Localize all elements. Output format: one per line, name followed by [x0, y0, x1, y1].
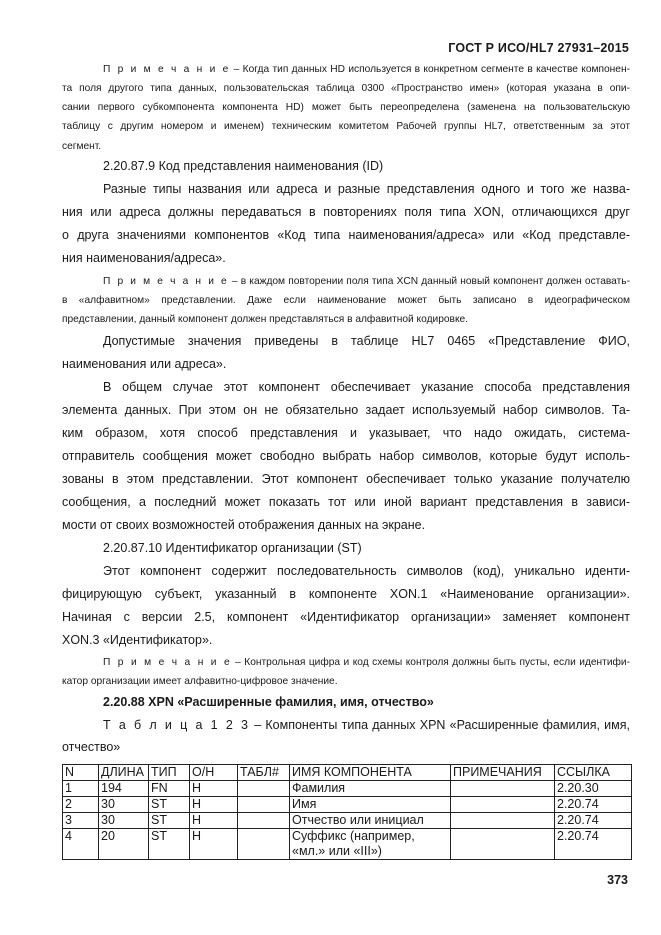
cell-notes — [451, 797, 555, 813]
header-opt: О/Н — [190, 765, 238, 781]
paragraph-line: о друга значениями компонентов «Код типа наименования/адреса» или «Код представле- — [62, 228, 630, 242]
note-label: П р и м е ч а н и е — [103, 657, 232, 668]
paragraph-line: В общем случае этот компонент обеспечивает указание способа представления — [103, 380, 630, 394]
paragraph-line: ния или адреса должны передаваться в повторениях поля типа XON, отличающихся друг — [62, 205, 630, 219]
cell-notes — [451, 829, 555, 860]
note1-line-2: та поля другого типа данных, пользовательская таблица 0300 «Пространство имен» (которая указана в опи- — [62, 83, 630, 94]
paragraph-line: зованы в этом представлении. Этот компонент обеспечивает только указание получателю — [62, 472, 630, 486]
xpn-components-table — [62, 764, 632, 860]
cell-length: 30 — [99, 797, 149, 813]
header-table: ТАБЛ# — [238, 765, 290, 781]
note1-line-4: таблицу с другим номером и именем) техническим комитетом Рабочей группы HL7, ответственным за этот — [62, 121, 630, 132]
table-header-row — [63, 765, 632, 781]
header-reference: ССЫЛКА — [555, 765, 632, 781]
paragraph-line: Допустимые значения приведены в таблице HL7 0465 «Представление ФИО, — [103, 334, 630, 348]
paragraph-line: сообщения, а последний может показать тот или иной вариант представления в зависи- — [62, 495, 630, 509]
paragraph-line: ния наименования/адреса». — [62, 251, 226, 265]
standard-header: ГОСТ Р ИСО/HL7 27931–2015 — [448, 41, 629, 55]
header-n: N — [63, 765, 99, 781]
header-notes: ПРИМЕЧАНИЯ — [451, 765, 555, 781]
paragraph-line: Разные типы названия или адреса и разные представления одного и того же назва- — [103, 182, 630, 196]
paragraph-line: ким образом, хотя способ представления и указывает, что надо ожидать, система- — [62, 426, 630, 440]
cell-opt: H — [190, 797, 238, 813]
cell-type: ST — [149, 797, 190, 813]
cell-table — [238, 813, 290, 829]
note-label: П р и м е ч а н и е — [103, 64, 231, 75]
cell-reference: 2.20.74 — [555, 797, 632, 813]
paragraph-line: XON.3 «Идентификатор». — [62, 633, 213, 647]
paragraph-line: элемента данных. При этом он не обязательно задает используемый набор символов. Та- — [62, 403, 630, 417]
section-heading-2-20-87-9: 2.20.87.9 Код представления наименования (ID) — [103, 159, 384, 173]
cell-n: 2 — [63, 797, 99, 813]
paragraph-line: мости от своих возможностей отображения данных на экране. — [62, 518, 426, 532]
note2-line-1: П р и м е ч а н и е – в каждом повторении поля типа XCN данный новый компонент должен оставать- — [103, 276, 630, 287]
cell-table — [238, 829, 290, 860]
cell-length: 194 — [99, 781, 149, 797]
table-caption-line-2: отчество» — [62, 740, 121, 754]
cell-component-name: Отчество или инициал — [290, 813, 451, 829]
header-component-name: ИМЯ КОМПОНЕНТА — [290, 765, 451, 781]
cell-notes — [451, 781, 555, 797]
paragraph-line: фицирующую субъект, указанный в компоненте XON.1 «Наименование организации». — [62, 587, 630, 601]
note3-line-2: катор организации имеет алфавитно-цифровое значение. — [62, 676, 338, 687]
paragraph-line: отправитель сообщения может свободно выбрать набор символов, которые будут исполь- — [62, 449, 630, 463]
paragraph-line: наименования или адреса». — [62, 357, 227, 371]
note1-line-1: П р и м е ч а н и е – Когда тип данных HD используется в конкретном сегменте в качестве компонен- — [103, 64, 630, 75]
cell-opt: H — [190, 829, 238, 860]
cell-notes — [451, 813, 555, 829]
cell-table — [238, 797, 290, 813]
note-label: П р и м е ч а н и е — [103, 276, 229, 287]
section-heading-2-20-88: 2.20.88 XPN «Расширенные фамилия, имя, отчество» — [103, 695, 434, 709]
paragraph-line: Начиная с версии 2.5, компонент «Идентификатор организации» заменяет компонент — [62, 610, 630, 624]
table-row — [63, 781, 632, 797]
cell-reference: 2.20.30 — [555, 781, 632, 797]
cell-reference: 2.20.74 — [555, 813, 632, 829]
cell-type: ST — [149, 813, 190, 829]
section-heading-2-20-87-10: 2.20.87.10 Идентификатор организации (ST) — [103, 541, 362, 555]
note1-line-5: сегмент. — [62, 141, 102, 152]
table-row — [63, 813, 632, 829]
cell-opt: H — [190, 813, 238, 829]
cell-type: ST — [149, 829, 190, 860]
table-caption-label: Т а б л и ц а 1 2 3 — [103, 718, 250, 732]
note2-line-3: представлении, данный компонент должен представляться в алфавитной кодировке. — [62, 314, 469, 325]
note3-line-1: П р и м е ч а н и е – Контрольная цифра и код схемы контроля должны быть пусты, если идентифи- — [103, 657, 630, 668]
cell-length: 20 — [99, 829, 149, 860]
cell-n: 1 — [63, 781, 99, 797]
table-row — [63, 829, 632, 860]
paragraph-line: Этот компонент содержит последовательность символов (код), уникально иденти- — [103, 564, 630, 578]
cell-n: 3 — [63, 813, 99, 829]
table-row — [63, 797, 632, 813]
note1-line-3: сании первого субкомпонента компонента HD) может быть переопределена (заменена на пользовательскую — [62, 102, 630, 113]
page-number: 373 — [607, 873, 628, 887]
cell-reference: 2.20.74 — [555, 829, 632, 860]
cell-opt: H — [190, 781, 238, 797]
cell-n: 4 — [63, 829, 99, 860]
cell-component-name: Имя — [290, 797, 451, 813]
header-length: ДЛИНА — [99, 765, 149, 781]
cell-component-name: Суффикс (например, «мл.» или «III») — [290, 829, 451, 860]
cell-length: 30 — [99, 813, 149, 829]
cell-type: FN — [149, 781, 190, 797]
table-caption-line-1: Т а б л и ц а 1 2 3 – Компоненты типа данных XPN «Расширенные фамилия, имя, — [103, 718, 631, 732]
cell-table — [238, 781, 290, 797]
header-type: ТИП — [149, 765, 190, 781]
note2-line-2: в «алфавитном» представлении. Даже если наименование может быть записано в идеографическом — [62, 295, 630, 306]
cell-component-name: Фамилия — [290, 781, 451, 797]
